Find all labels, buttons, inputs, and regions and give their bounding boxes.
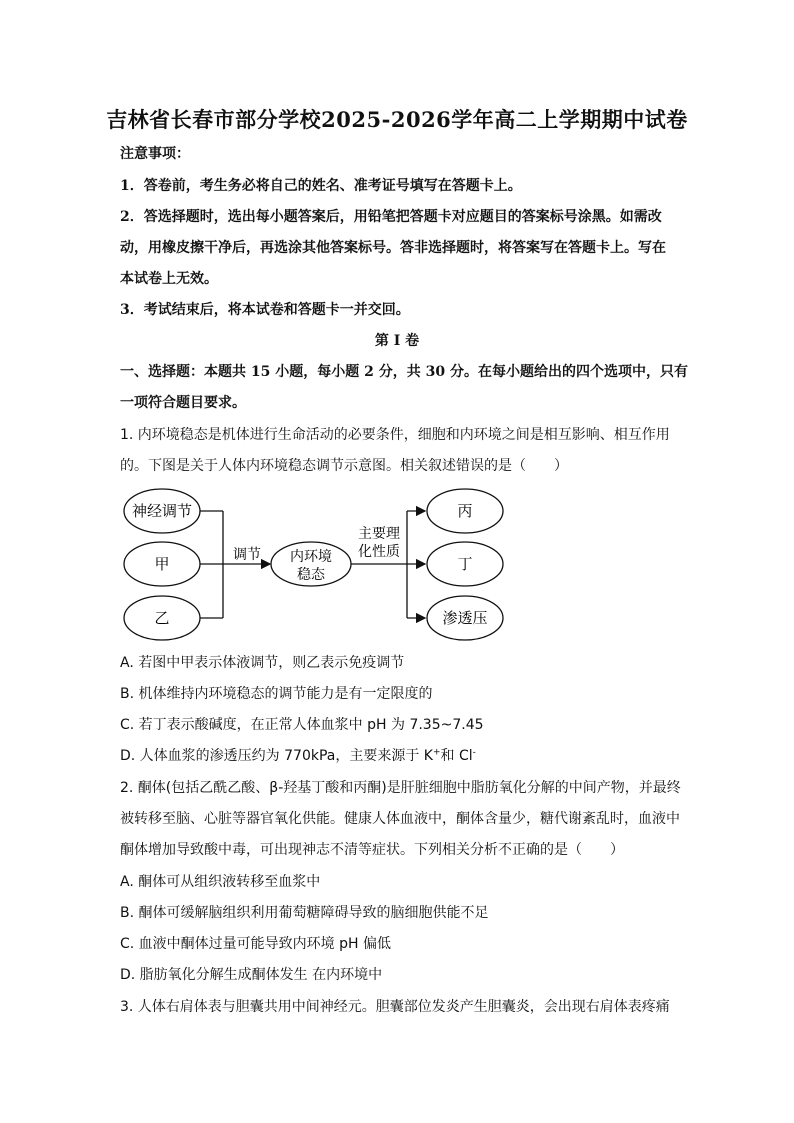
q1-option-d: D. 人体血浆的渗透压约为 770kPa，主要来源于 K+和 Cl- xyxy=(120,747,476,764)
q2-option-a: A. 酮体可从组织液转移至血浆中 xyxy=(120,874,321,890)
q1-option-c: C. 若丁表示酸碱度，在正常人体血浆中 pH 为 7.35~7.45 xyxy=(120,717,484,733)
part1-instructions-cont: 一项符合题目要求。 xyxy=(120,395,246,411)
q2-option-b: B. 酮体可缓解脑组织利用葡萄糖障碍导致的脑细胞供能不足 xyxy=(120,905,489,921)
q1-option-a: A. 若图中甲表示体液调节，则乙表示免疫调节 xyxy=(120,655,405,671)
node-bing-label: 丙 xyxy=(457,502,473,520)
physicochemical-label-1: 主要理 xyxy=(358,526,400,542)
node-homeostasis-label-1: 内环境 xyxy=(290,549,332,565)
notice-item-3: 3．考试结束后，将本试卷和答题卡一并交回。 xyxy=(120,302,410,318)
q2-option-d: D. 脂肪氧化分解生成酮体发生 在内环境中 xyxy=(120,967,383,983)
notice-item-2-end: 本试卷上无效。 xyxy=(120,271,218,287)
notice-item-2-cont: 动，用橡皮擦干净后，再选涂其他答案标号。答非选择题时，将答案写在答题卡上。写在 xyxy=(120,240,666,256)
q1-stem-cont: 的。下图是关于人体内环境稳态调节示意图。相关叙述错误的是（ ） xyxy=(120,458,568,474)
q2-stem-end: 酮体增加导致酸中毒，可出现神志不清等症状。下列相关分析不正确的是（ ） xyxy=(120,842,624,858)
physicochemical-label-2: 化性质 xyxy=(358,544,400,560)
part1-instructions: 一、选择题：本题共 15 小题，每小题 2 分，共 30 分。在每小题给出的四个选项中，只有 xyxy=(120,364,688,380)
node-jia-label: 甲 xyxy=(154,555,170,573)
node-yi-label: 乙 xyxy=(154,609,170,627)
notice-item-2: 2．答选择题时，选出每小题答案后，用铅笔把答题卡对应题目的答案标号涂黑。如需改 xyxy=(120,209,662,225)
exam-title: 吉林省长春市部分学校2025-2026学年高二上学期期中试卷 xyxy=(106,107,688,132)
homeostasis-diagram xyxy=(110,484,580,646)
q2-stem-cont: 被转移至脑、心脏等器官氧化供能。健康人体血液中，酮体含量少，糖代谢紊乱时，血液中 xyxy=(120,811,680,827)
q1-option-b: B. 机体维持内环境稳态的调节能力是有一定限度的 xyxy=(120,686,433,702)
node-ding-label: 丁 xyxy=(457,555,473,573)
section-title: 第 I 卷 xyxy=(374,333,420,349)
regulation-label: 调节 xyxy=(233,547,261,563)
q2-option-c: C. 血液中酮体过量可能导致内环境 pH 偏低 xyxy=(120,936,391,952)
notice-heading: 注意事项： xyxy=(120,146,190,162)
node-homeostasis-label-2: 稳态 xyxy=(297,567,325,583)
node-nervous-regulation-label: 神经调节 xyxy=(131,502,193,520)
q3-stem: 3. 人体右肩体表与胆囊共用中间神经元。胆囊部位发炎产生胆囊炎，会出现右肩体表疼痛 xyxy=(120,999,670,1015)
q2-stem: 2. 酮体(包括乙酰乙酸、β-羟基丁酸和丙酮)是肝脏细胞中脂肪氧化分解的中间产物，并最终 xyxy=(120,780,681,796)
notice-item-1: 1．答卷前，考生务必将自己的姓名、准考证号填写在答题卡上。 xyxy=(120,178,522,194)
q1-stem: 1. 内环境稳态是机体进行生命活动的必要条件，细胞和内环境之间是相互影响、相互作用 xyxy=(120,427,670,443)
node-osmotic-pressure-label: 渗透压 xyxy=(442,609,488,627)
